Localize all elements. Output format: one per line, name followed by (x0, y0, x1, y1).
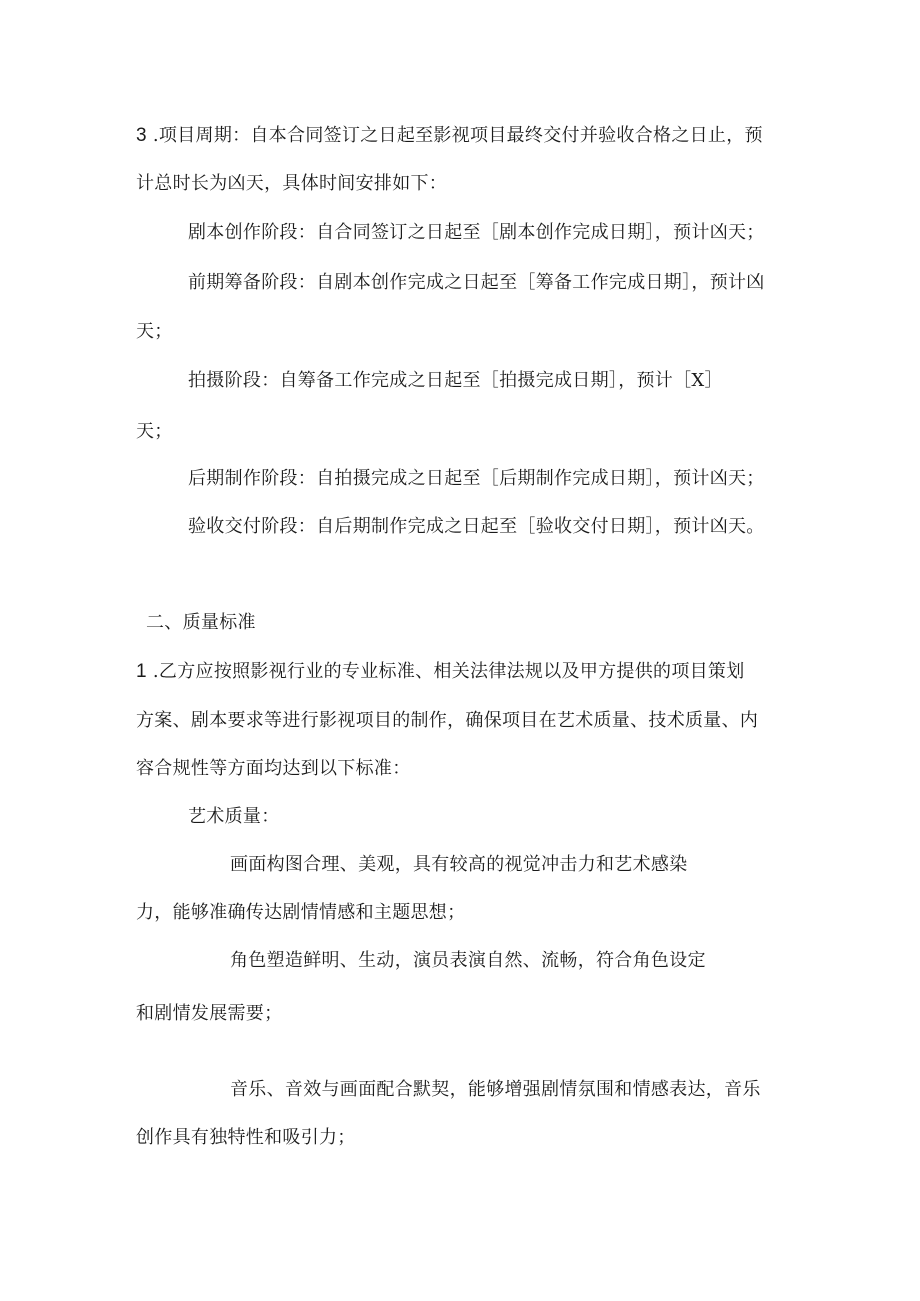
item-3-number: 3 (136, 125, 147, 146)
point-composition-cont: 力，能够准确传达剧情情感和主题思想； (136, 902, 466, 923)
point-music-cont: 创作具有独特性和吸引力； (136, 1127, 356, 1148)
item-1-line-2: 方案、剧本要求等进行影视项目的制作，确保项目在艺术质量、技术质量、内 (136, 710, 759, 731)
stage-preproduction-cont: 天； (136, 321, 173, 342)
stage-shooting: 拍摄阶段：自筹备工作完成之日起至［拍摄完成日期］，预计［X］ (188, 370, 723, 391)
item-1-line-1 (136, 660, 745, 684)
stage-script: 剧本创作阶段：自合同签订之日起至［剧本创作完成日期］，预计凶天； (188, 222, 765, 243)
item-1-text: .乙方应按照影视行业的专业标准、相关法律法规以及甲方提供的项目策划 (152, 661, 745, 682)
point-characters-cont: 和剧情发展需要； (136, 1003, 283, 1024)
item-3-line-2: 计总时长为凶天，具体时间安排如下： (136, 173, 448, 194)
stage-postproduction: 后期制作阶段：自拍摄完成之日起至［后期制作完成日期］，预计凶天； (188, 468, 765, 489)
art-quality-label: 艺术质量： (188, 806, 280, 827)
stage-preproduction: 前期筹备阶段：自剧本创作完成之日起至［筹备工作完成日期］，预计凶 (188, 272, 765, 293)
point-composition: 画面构图合理、美观，具有较高的视觉冲击力和艺术感染 (230, 854, 688, 875)
item-1-line-3: 容合规性等方面均达到以下标准： (136, 758, 411, 779)
point-music: 音乐、音效与画面配合默契，能够增强剧情氛围和情感表达，音乐 (230, 1079, 761, 1100)
item-3-line-1 (136, 124, 763, 148)
stage-delivery: 验收交付阶段：自后期制作完成之日起至［验收交付日期］，预计凶天。 (188, 516, 765, 537)
item-3-text: .项目周期：自本合同签订之日起至影视项目最终交付并验收合格之日止，预 (152, 125, 763, 146)
section-heading-quality: 二、质量标准 (146, 612, 256, 633)
point-characters: 角色塑造鲜明、生动，演员表演自然、流畅，符合角色设定 (230, 950, 706, 971)
item-1-number: 1 (136, 661, 147, 682)
stage-shooting-cont: 天； (136, 421, 173, 442)
